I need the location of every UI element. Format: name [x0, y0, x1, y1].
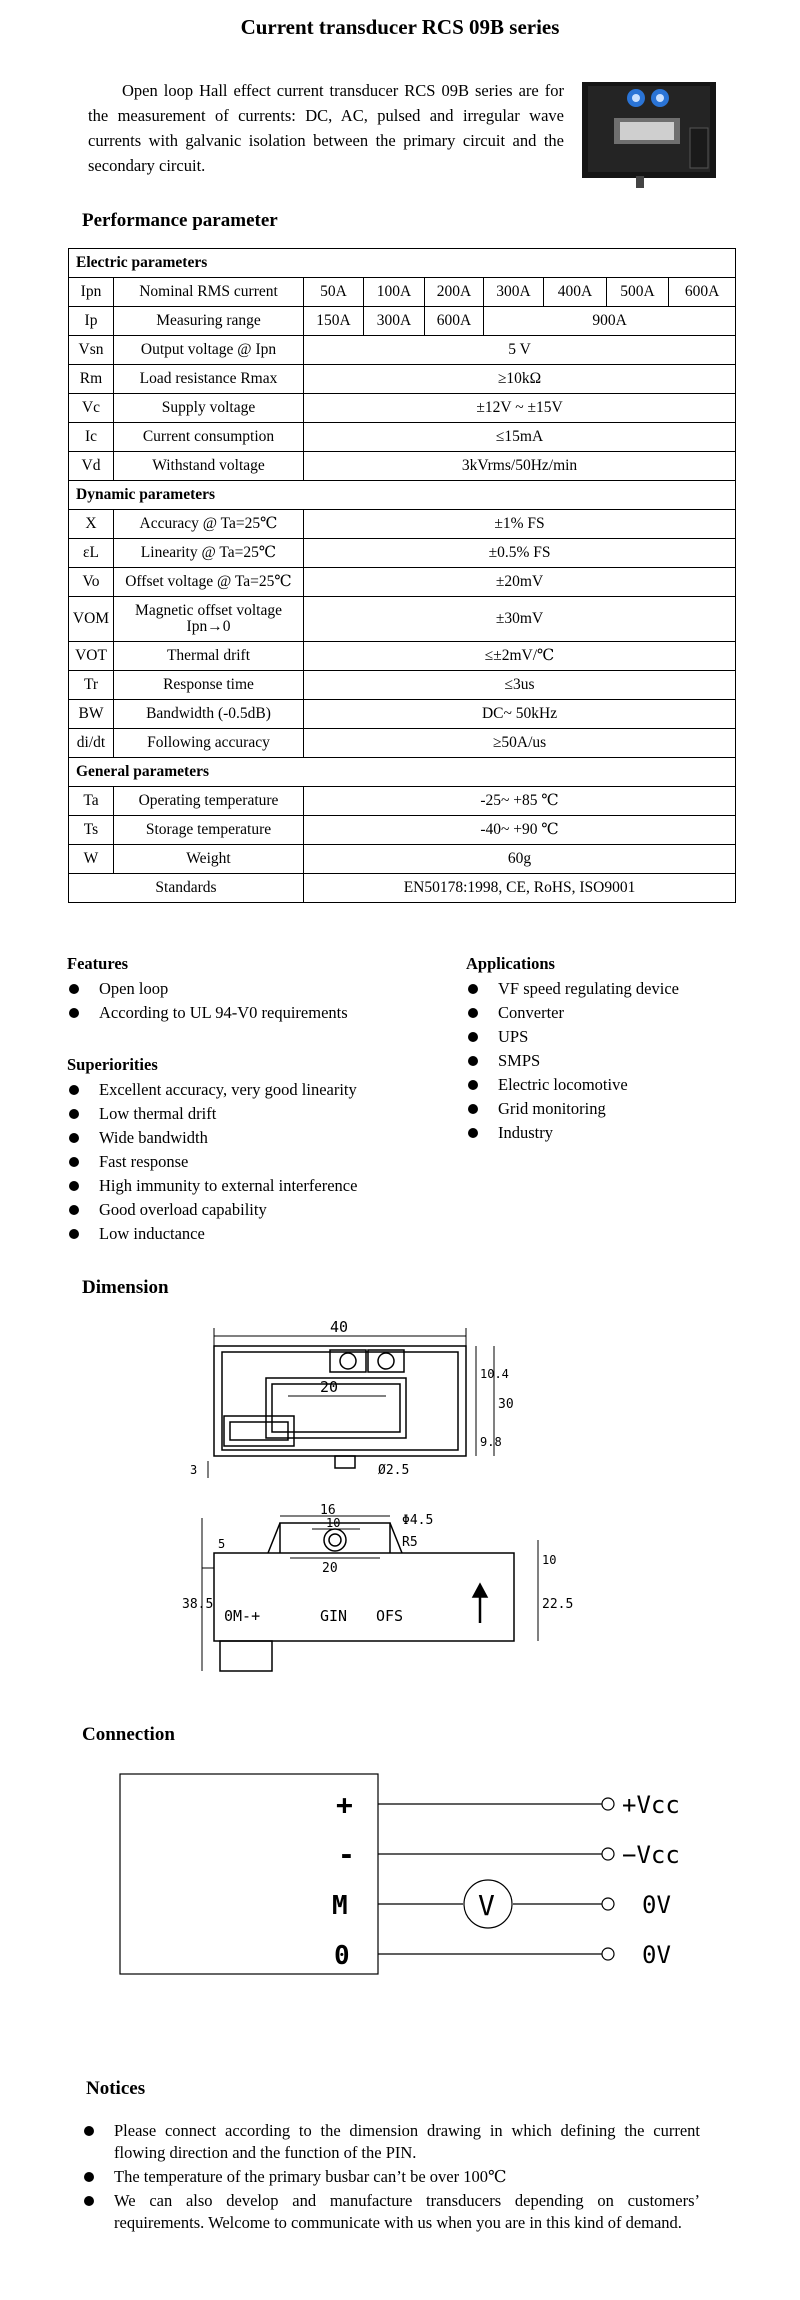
- table-row: [69, 510, 736, 539]
- spec-table: [68, 248, 736, 903]
- dim-20b: 20: [322, 1561, 338, 1576]
- table-row: [69, 452, 736, 481]
- param-value: 60g: [304, 845, 736, 874]
- pin-0: 0: [334, 1941, 350, 1971]
- ip-value: 900A: [484, 307, 736, 336]
- features-heading: Features: [67, 954, 129, 973]
- table-row: [69, 568, 736, 597]
- dim-45: Φ4.5: [402, 1513, 434, 1528]
- list-item: Low thermal drift: [67, 1102, 427, 1126]
- applications-list: [466, 954, 766, 1145]
- param-symbol: Ip: [69, 307, 114, 336]
- ipn-value: 300A: [484, 278, 544, 307]
- list-item: Good overload capability: [67, 1198, 427, 1222]
- pin-m: M: [332, 1891, 348, 1921]
- notice-item: Please connect according to the dimension drawing in which defining the current flowing direction and the function of the PIN.: [80, 2120, 700, 2164]
- param-value: -25~ +85 ℃: [304, 787, 736, 816]
- notice-item: The temperature of the primary busbar can’t be over 100℃: [80, 2166, 700, 2188]
- param-name: Response time: [114, 671, 304, 700]
- features-list: [67, 954, 427, 1025]
- ip-value: 600A: [425, 307, 484, 336]
- dim-385: 38.5: [182, 1597, 214, 1612]
- table-row: [69, 481, 736, 510]
- ipn-value: 200A: [425, 278, 484, 307]
- dimension-heading: Dimension: [82, 1277, 169, 1298]
- ipn-value: 600A: [669, 278, 736, 307]
- ipn-value: 50A: [304, 278, 364, 307]
- param-value: ≥10kΩ: [304, 365, 736, 394]
- dim-16: 16: [320, 1503, 336, 1518]
- terminal-vcc-plus: +Vcc: [622, 1791, 680, 1819]
- param-symbol: Vo: [69, 568, 114, 597]
- table-row: [69, 278, 736, 307]
- param-symbol: VOT: [69, 642, 114, 671]
- param-name: Standards: [69, 874, 304, 903]
- param-symbol: Ic: [69, 423, 114, 452]
- list-item: Fast response: [67, 1150, 427, 1174]
- ipn-value: 400A: [544, 278, 607, 307]
- terminal-vcc-minus: −Vcc: [622, 1841, 680, 1869]
- param-symbol: Vc: [69, 394, 114, 423]
- list-item: Electric locomotive: [466, 1073, 766, 1097]
- param-symbol: Vd: [69, 452, 114, 481]
- param-symbol: X: [69, 510, 114, 539]
- dim-d5: Ø2.5: [378, 1463, 410, 1478]
- table-row: [69, 845, 736, 874]
- ip-value: 150A: [304, 307, 364, 336]
- terminal-0v-1: 0V: [642, 1891, 671, 1919]
- superiorities-heading: Superiorities: [67, 1055, 158, 1074]
- list-item: Industry: [466, 1121, 766, 1145]
- param-symbol: εL: [69, 539, 114, 568]
- table-row: [69, 249, 736, 278]
- param-name: Linearity @ Ta=25℃: [114, 539, 304, 568]
- performance-heading: Performance parameter: [82, 210, 278, 231]
- param-value: ±30mV: [304, 597, 736, 642]
- param-value: ±1% FS: [304, 510, 736, 539]
- param-value: ±20mV: [304, 568, 736, 597]
- table-row: [69, 365, 736, 394]
- page-title: Current transducer RCS 09B series: [240, 15, 560, 39]
- table-row: [69, 597, 736, 642]
- param-value: ±12V ~ ±15V: [304, 394, 736, 423]
- list-item: According to UL 94-V0 requirements: [67, 1001, 427, 1025]
- param-name: Bandwidth (-0.5dB): [114, 700, 304, 729]
- param-name: Following accuracy: [114, 729, 304, 758]
- product-photo: [580, 78, 720, 190]
- param-symbol: Ipn: [69, 278, 114, 307]
- list-item: UPS: [466, 1025, 766, 1049]
- param-name: Operating temperature: [114, 787, 304, 816]
- param-symbol: VOM: [69, 597, 114, 642]
- applications-heading: Applications: [466, 954, 555, 973]
- dim-d3: 9.8: [480, 1435, 502, 1449]
- notices-heading: Notices: [86, 2078, 146, 2099]
- dim-d1: 10.4: [480, 1367, 509, 1381]
- table-row: [69, 307, 736, 336]
- param-name: Output voltage @ Ipn: [114, 336, 304, 365]
- param-value: -40~ +90 ℃: [304, 816, 736, 845]
- label-gin: GIN: [320, 1607, 348, 1625]
- table-row: [69, 874, 736, 903]
- param-value: DC~ 50kHz: [304, 700, 736, 729]
- intro-paragraph: Open loop Hall effect current transducer RCS 09B series are for the measurement of currents: DC, AC, pulsed and irregular wave currents with galvanic isolation between the primary circuit and the secondary circuit.: [88, 81, 564, 175]
- param-symbol: BW: [69, 700, 114, 729]
- notice-item: We can also develop and manufacture transducers depending on customers’ requirements. Welcome to communicate with us when you are in this kind of demand.: [80, 2190, 700, 2234]
- param-symbol: W: [69, 845, 114, 874]
- table-row: [69, 394, 736, 423]
- table-row: [69, 758, 736, 787]
- group-heading: General parameters: [69, 758, 736, 787]
- connection-heading: Connection: [82, 1724, 175, 1745]
- param-name: Current consumption: [114, 423, 304, 452]
- param-name: Load resistance Rmax: [114, 365, 304, 394]
- table-row: [69, 729, 736, 758]
- param-value: EN50178:1998, CE, RoHS, ISO9001: [304, 874, 736, 903]
- dim-d2: 30: [498, 1397, 514, 1412]
- param-symbol: Vsn: [69, 336, 114, 365]
- table-row: [69, 642, 736, 671]
- terminal-0v-2: 0V: [642, 1941, 671, 1969]
- table-row: [69, 816, 736, 845]
- param-name: Magnetic offset voltage Ipn→0: [114, 597, 304, 642]
- param-name: Accuracy @ Ta=25℃: [114, 510, 304, 539]
- label-ofs: OFS: [376, 1607, 404, 1625]
- list-item: Grid monitoring: [466, 1097, 766, 1121]
- ipn-value: 500A: [607, 278, 669, 307]
- dim-width: 40: [330, 1318, 349, 1336]
- dim-10: 10: [326, 1516, 341, 1530]
- group-heading: Dynamic parameters: [69, 481, 736, 510]
- table-row: [69, 787, 736, 816]
- list-item: Low inductance: [67, 1222, 427, 1246]
- param-name: Weight: [114, 845, 304, 874]
- param-value: ±0.5% FS: [304, 539, 736, 568]
- connection-diagram: [118, 1770, 698, 2010]
- list-item: VF speed regulating device: [466, 977, 766, 1001]
- param-symbol: Tr: [69, 671, 114, 700]
- table-row: [69, 539, 736, 568]
- table-row: [69, 671, 736, 700]
- param-value: 3kVrms/50Hz/min: [304, 452, 736, 481]
- dim-225: 22.5: [542, 1597, 574, 1612]
- param-name: Supply voltage: [114, 394, 304, 423]
- voltmeter-symbol: V: [478, 1889, 495, 1922]
- table-row: [69, 423, 736, 452]
- dim-10r: 10: [542, 1553, 557, 1567]
- param-name: Thermal drift: [114, 642, 304, 671]
- list-item: Converter: [466, 1001, 766, 1025]
- param-value: ≥50A/us: [304, 729, 736, 758]
- param-value: ≤3us: [304, 671, 736, 700]
- param-symbol: Rm: [69, 365, 114, 394]
- param-symbol: di/dt: [69, 729, 114, 758]
- param-name: Offset voltage @ Ta=25℃: [114, 568, 304, 597]
- group-heading: Electric parameters: [69, 249, 736, 278]
- list-item: Wide bandwidth: [67, 1126, 427, 1150]
- list-item: SMPS: [466, 1049, 766, 1073]
- list-item: High immunity to external interference: [67, 1174, 427, 1198]
- superiorities-list: [67, 1055, 427, 1246]
- ipn-value: 100A: [364, 278, 425, 307]
- param-value: 5 V: [304, 336, 736, 365]
- table-row: [69, 700, 736, 729]
- param-symbol: Ta: [69, 787, 114, 816]
- notices-list: [80, 2120, 700, 2236]
- dim-5: 5: [218, 1537, 226, 1551]
- param-value: ≤15mA: [304, 423, 736, 452]
- param-name: Nominal RMS current: [114, 278, 304, 307]
- param-name: Storage temperature: [114, 816, 304, 845]
- param-symbol: Ts: [69, 816, 114, 845]
- label-left: 0M-+: [224, 1607, 261, 1625]
- param-name: Measuring range: [114, 307, 304, 336]
- list-item: Open loop: [67, 977, 427, 1001]
- dim-inner: 20: [320, 1378, 339, 1396]
- ip-value: 300A: [364, 307, 425, 336]
- dimension-drawing: [180, 1318, 580, 1708]
- dim-r5: R5: [402, 1535, 418, 1550]
- list-item: Excellent accuracy, very good linearity: [67, 1078, 427, 1102]
- pin-minus: -: [338, 1838, 355, 1871]
- table-row: [69, 336, 736, 365]
- param-value: ≤±2mV/℃: [304, 642, 736, 671]
- param-name: Withstand voltage: [114, 452, 304, 481]
- pin-plus: +: [336, 1788, 353, 1821]
- dim-d4: 3: [190, 1463, 198, 1477]
